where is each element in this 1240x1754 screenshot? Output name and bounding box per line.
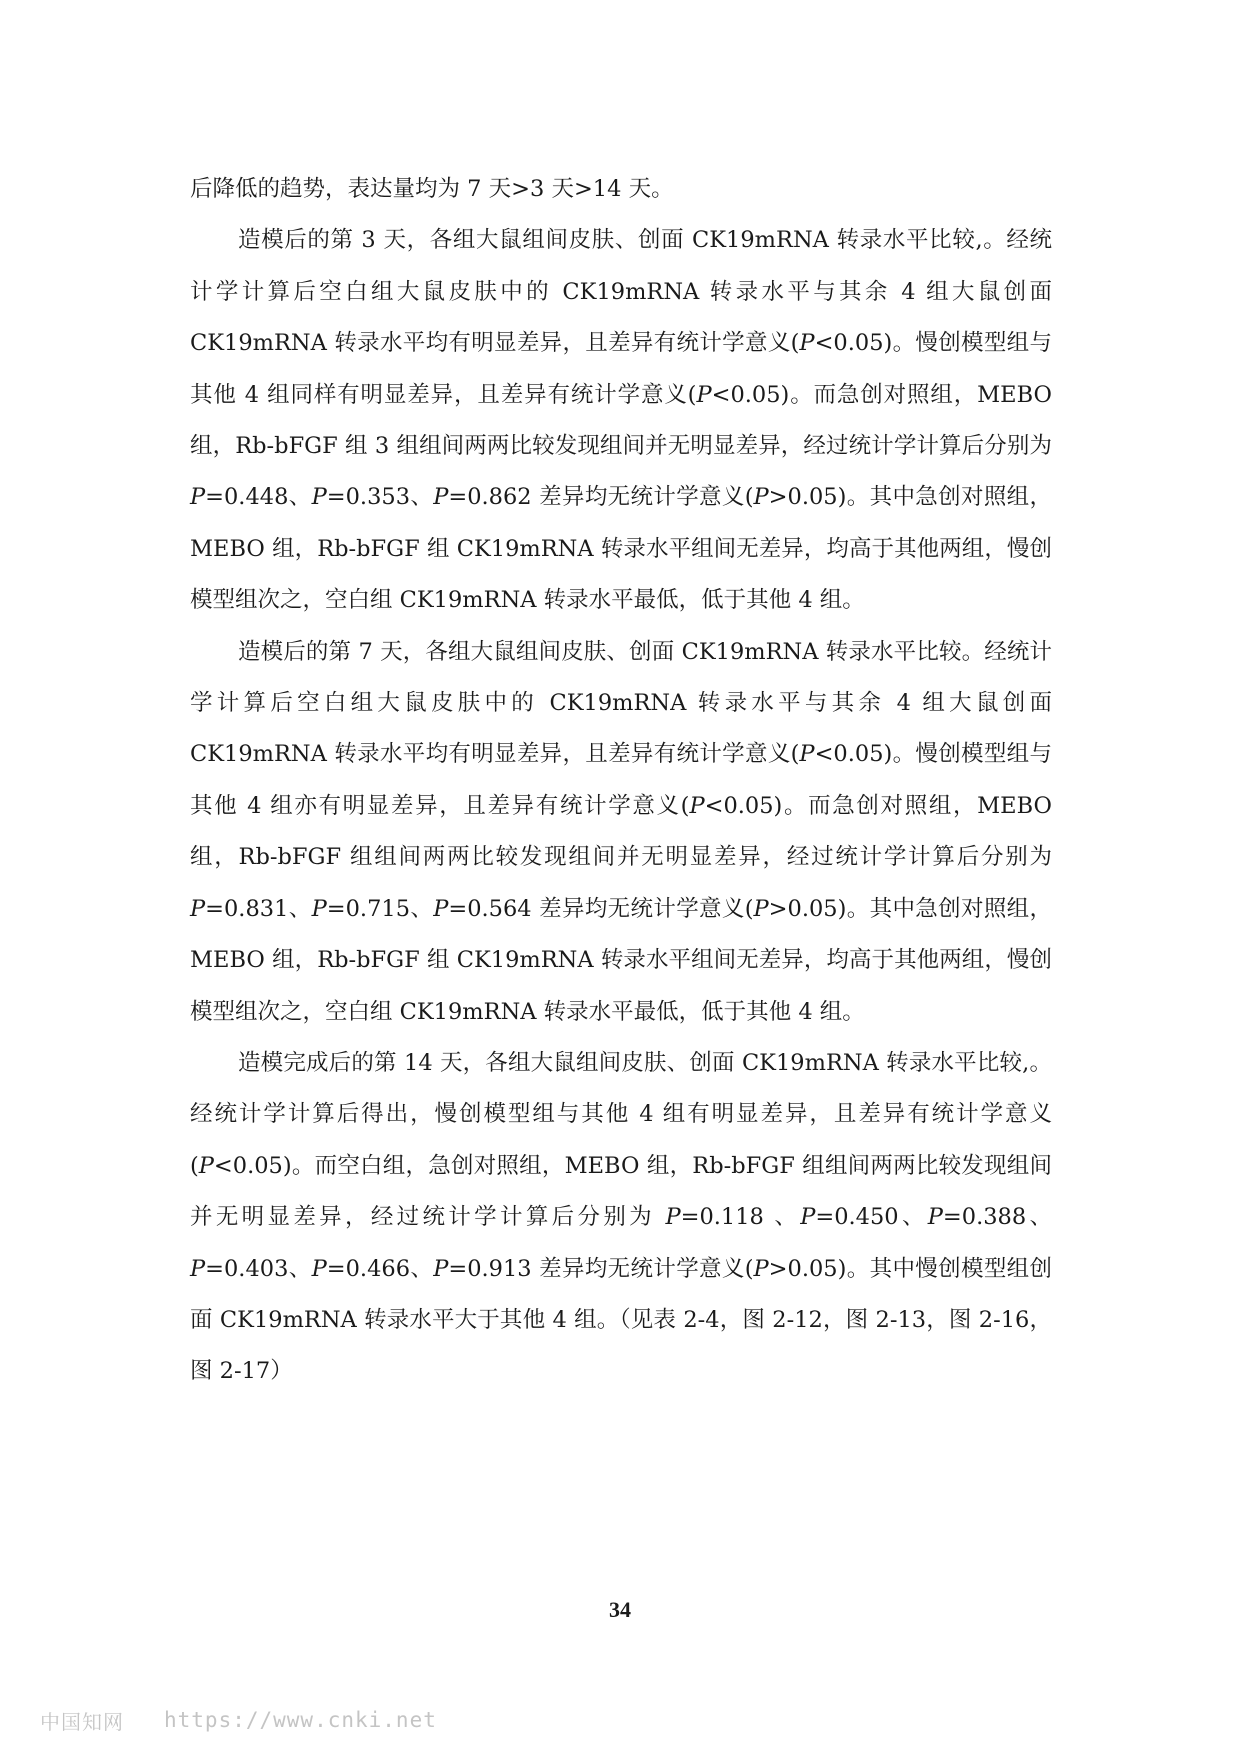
p-value-symbol: P <box>433 484 449 511</box>
body-text <box>190 164 1052 1398</box>
p-value-symbol: P <box>190 895 206 922</box>
p-value-symbol: P <box>696 381 712 408</box>
paragraph-day-3: 造模后的第 3 天，各组大鼠组间皮肤、创面 CK19mRNA 转录水平比较,。经统计学计算后空白组大鼠皮肤中的 CK19mRNA 转录水平与其余 4 组大鼠创面 CK19mRNA 转录水平均有明显差异，且差异有统计学意义(P<0.05)。慢创模型组与其他 4 组同样有明显差异，且差异有统计学意义(P<0.05)。而急创对照组，MEBO 组，Rb-bFGF 组 3 组组间两两比较发现组间并无明显差异，经过统计学计算后分别为 P=0.448、P=0.353、P=0.862 差异均无统计学意义(P>0.05)。其中急创对照组，MEBO 组，Rb-bFGF 组 CK19mRNA 转录水平组间无差异，均高于其他两组，慢创模型组次之，空白组 CK19mRNA 转录水平最低，低于其他 4 组。 <box>190 227 1053 614</box>
p-value-symbol: P <box>927 1204 943 1231</box>
watermark-logo-text: 中国知网 <box>40 1709 124 1734</box>
p-value-symbol: P <box>311 484 327 511</box>
p-value-symbol: P <box>198 1152 214 1179</box>
p-value-symbol: P <box>799 741 815 768</box>
p-value-symbol: P <box>311 1255 327 1282</box>
p-value-symbol: P <box>190 1255 206 1282</box>
p-value-symbol: P <box>753 1255 769 1282</box>
page-number: 34 <box>609 1597 631 1622</box>
paragraph-day-14: 造模完成后的第 14 天，各组大鼠组间皮肤、创面 CK19mRNA 转录水平比较,。经统计学计算后得出，慢创模型组与其他 4 组有明显差异，且差异有统计学意义(P<0.05)。而空白组，急创对照组，MEBO 组，Rb-bFGF 组组间两两比较发现组间并无明显差异，经过统计学计算后分别为 P=0.118 、P=0.450、P=0.388、P=0.403、P=0.466、P=0.913 差异均无统计学意义(P>0.05)。其中慢创模型组创面 CK19mRNA 转录水平大于其他 4 组。（见表 2-4，图 2-12，图 2-13，图 2-16，图 2-17） <box>190 1049 1053 1385</box>
p-value-symbol: P <box>190 484 206 511</box>
p-value-symbol: P <box>753 895 769 922</box>
p-value-symbol: P <box>433 1255 449 1282</box>
p-value-symbol: P <box>800 1204 816 1231</box>
p-value-symbol: P <box>665 1204 681 1231</box>
paragraph-day-7: 造模后的第 7 天，各组大鼠组间皮肤、创面 CK19mRNA 转录水平比较。经统计学计算后空白组大鼠皮肤中的 CK19mRNA 转录水平与其余 4 组大鼠创面 CK19mRNA 转录水平均有明显差异，且差异有统计学意义(P<0.05)。慢创模型组与其他 4 组亦有明显差异，且差异有统计学意义(P<0.05)。而急创对照组，MEBO 组，Rb-bFGF 组组间两两比较发现组间并无明显差异，经过统计学计算后分别为 P=0.831、P=0.715、P=0.564 差异均无统计学意义(P>0.05)。其中急创对照组，MEBO 组，Rb-bFGF 组 CK19mRNA 转录水平组间无差异，均高于其他两组，慢创模型组次之，空白组 CK19mRNA 转录水平最低，低于其他 4 组。 <box>190 638 1053 1025</box>
paragraph-continuation: 后降低的趋势，表达量均为 7 天>3 天>14 天。 <box>190 176 674 202</box>
p-value-symbol: P <box>311 895 327 922</box>
p-value-symbol: P <box>433 895 449 922</box>
p-value-symbol: P <box>689 792 705 819</box>
watermark-url: https://www.cnki.net <box>164 1708 437 1732</box>
p-value-symbol: P <box>753 484 769 511</box>
p-value-symbol: P <box>799 330 815 357</box>
watermark <box>40 1706 437 1734</box>
